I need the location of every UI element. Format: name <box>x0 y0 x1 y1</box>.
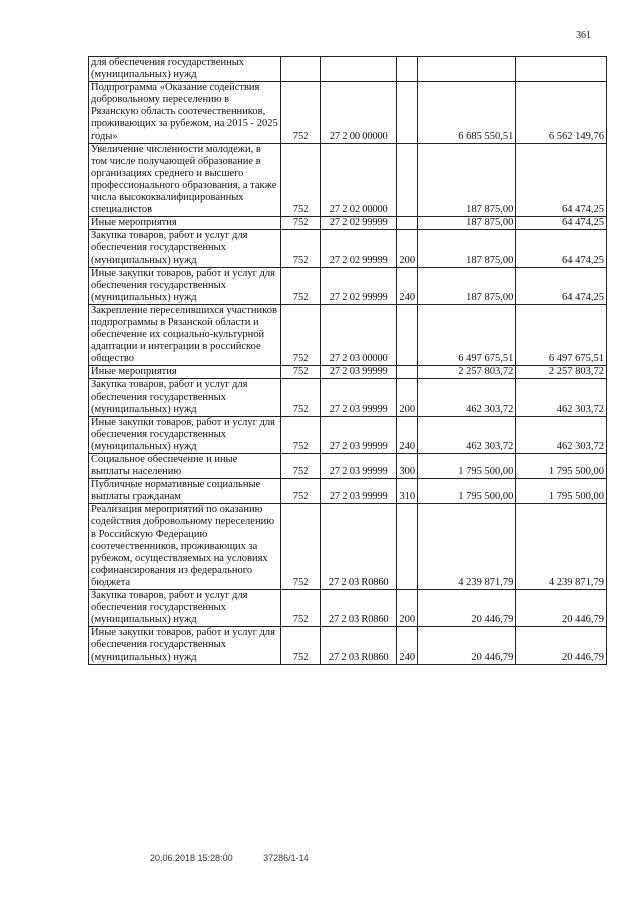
row-amount-year-1: 187 875,00 <box>417 143 516 217</box>
row-amount-year-1: 4 239 871,79 <box>417 504 516 590</box>
row-name: Иные мероприятия <box>89 366 281 379</box>
row-amount-year-1: 20 446,79 <box>417 590 516 627</box>
row-name: Иные закупки товаров, работ и услуг для обеспечения государственных (муниципальных) нужд <box>89 627 281 664</box>
row-admin-code: 752 <box>281 379 321 416</box>
row-target-article: 27 2 03 99999 <box>321 379 397 416</box>
row-amount-year-2: 6 497 675,51 <box>516 304 607 365</box>
row-expense-type <box>397 366 417 379</box>
row-amount-year-2: 64 474,25 <box>516 267 607 304</box>
table-row <box>89 217 607 230</box>
row-amount-year-1: 187 875,00 <box>417 267 516 304</box>
row-admin-code: 752 <box>281 416 321 453</box>
row-admin-code: 752 <box>281 454 321 479</box>
row-amount-year-2: 462 303,72 <box>516 416 607 453</box>
row-amount-year-2: 6 562 149,76 <box>516 82 607 143</box>
row-amount-year-1: 187 875,00 <box>417 217 516 230</box>
row-name: Закупка товаров, работ и услуг для обеспечения государственных (муниципальных) нужд <box>89 590 281 627</box>
row-name: Закупка товаров, работ и услуг для обеспечения государственных (муниципальных) нужд <box>89 379 281 416</box>
row-expense-type: 200 <box>397 230 417 267</box>
row-amount-year-2: 64 474,25 <box>516 230 607 267</box>
row-target-article: 27 2 03 R0860 <box>321 627 397 664</box>
row-admin-code: 752 <box>281 267 321 304</box>
row-name: Публичные нормативные социальные выплаты гражданам <box>89 479 281 504</box>
row-target-article: 27 2 02 99999 <box>321 230 397 267</box>
row-name: Иные мероприятия <box>89 217 281 230</box>
row-admin-code: 752 <box>281 627 321 664</box>
row-amount-year-2 <box>516 57 607 82</box>
row-expense-type: 310 <box>397 479 417 504</box>
row-expense-type: 300 <box>397 454 417 479</box>
row-amount-year-2: 20 446,79 <box>516 627 607 664</box>
row-admin-code <box>281 57 321 82</box>
row-amount-year-1: 187 875,00 <box>417 230 516 267</box>
row-amount-year-1: 2 257 803,72 <box>417 366 516 379</box>
budget-table <box>88 56 607 665</box>
row-amount-year-1: 462 303,72 <box>417 416 516 453</box>
table-row <box>89 82 607 143</box>
row-admin-code: 752 <box>281 479 321 504</box>
row-target-article: 27 2 02 99999 <box>321 267 397 304</box>
table-row <box>89 504 607 590</box>
table-row <box>89 267 607 304</box>
table-row <box>89 627 607 664</box>
table-row <box>89 57 607 82</box>
row-admin-code: 752 <box>281 504 321 590</box>
row-expense-type: 240 <box>397 416 417 453</box>
row-target-article: 27 2 00 00000 <box>321 82 397 143</box>
table-row <box>89 590 607 627</box>
row-name: Социальное обеспечение и иные выплаты населению <box>89 454 281 479</box>
row-admin-code: 752 <box>281 230 321 267</box>
row-expense-type: 200 <box>397 590 417 627</box>
row-amount-year-1: 6 685 550,51 <box>417 82 516 143</box>
row-amount-year-2: 20 446,79 <box>516 590 607 627</box>
row-admin-code: 752 <box>281 82 321 143</box>
row-amount-year-2: 1 795 500,00 <box>516 479 607 504</box>
row-name: Иные закупки товаров, работ и услуг для обеспечения государственных (муниципальных) нужд <box>89 267 281 304</box>
row-admin-code: 752 <box>281 590 321 627</box>
row-amount-year-1: 462 303,72 <box>417 379 516 416</box>
row-expense-type <box>397 57 417 82</box>
table-row <box>89 366 607 379</box>
table-row <box>89 143 607 217</box>
row-expense-type: 240 <box>397 267 417 304</box>
row-expense-type <box>397 504 417 590</box>
row-target-article: 27 2 03 99999 <box>321 366 397 379</box>
page-number: 361 <box>576 30 591 41</box>
table-row <box>89 479 607 504</box>
row-name: Увеличение численности молодежи, в том числе получающей образование в организациях среднего и высшего профессионального образования, а также числа высококвалифицированных специалистов <box>89 143 281 217</box>
footer <box>150 853 309 863</box>
table-row <box>89 416 607 453</box>
row-expense-type <box>397 82 417 143</box>
row-expense-type <box>397 143 417 217</box>
row-name: для обеспечения государственных (муниципальных) нужд <box>89 57 281 82</box>
row-amount-year-2: 462 303,72 <box>516 379 607 416</box>
row-target-article <box>321 57 397 82</box>
row-amount-year-2: 64 474,25 <box>516 217 607 230</box>
row-name: Закупка товаров, работ и услуг для обеспечения государственных (муниципальных) нужд <box>89 230 281 267</box>
row-name: Иные закупки товаров, работ и услуг для обеспечения государственных (муниципальных) нужд <box>89 416 281 453</box>
row-name: Закрепление переселившихся участников подпрограммы в Рязанской области и обеспечение их социально-культурной адаптации и интеграции в российское общество <box>89 304 281 365</box>
table-row <box>89 304 607 365</box>
budget-table-body <box>89 57 607 665</box>
table-row <box>89 230 607 267</box>
row-name: Подпрограмма «Оказание содействия добровольному переселению в Рязанскую область соотечественников, проживающих за рубежом, на 2015 - 2025 годы» <box>89 82 281 143</box>
row-amount-year-2: 4 239 871,79 <box>516 504 607 590</box>
table-row <box>89 454 607 479</box>
row-admin-code: 752 <box>281 304 321 365</box>
row-admin-code: 752 <box>281 217 321 230</box>
row-target-article: 27 2 03 99999 <box>321 479 397 504</box>
row-amount-year-1 <box>417 57 516 82</box>
row-amount-year-2: 1 795 500,00 <box>516 454 607 479</box>
row-amount-year-1: 6 497 675,51 <box>417 304 516 365</box>
row-amount-year-1: 1 795 500,00 <box>417 479 516 504</box>
row-target-article: 27 2 02 99999 <box>321 217 397 230</box>
row-amount-year-1: 1 795 500,00 <box>417 454 516 479</box>
row-expense-type: 240 <box>397 627 417 664</box>
row-target-article: 27 2 03 R0860 <box>321 590 397 627</box>
row-expense-type <box>397 304 417 365</box>
row-amount-year-2: 2 257 803,72 <box>516 366 607 379</box>
footer-doc-code: 37286/1-14 <box>263 853 309 863</box>
row-target-article: 27 2 03 00000 <box>321 304 397 365</box>
row-expense-type: 200 <box>397 379 417 416</box>
row-amount-year-2: 64 474,25 <box>516 143 607 217</box>
row-target-article: 27 2 02 00000 <box>321 143 397 217</box>
row-target-article: 27 2 03 99999 <box>321 454 397 479</box>
row-target-article: 27 2 03 R0860 <box>321 504 397 590</box>
table-row <box>89 379 607 416</box>
row-name: Реализация мероприятий по оказанию содействия добровольному переселению в Российскую Федерацию соотечественников, проживающих за рубежом, осуществляемых на условиях софинансирования из федерального бюджета <box>89 504 281 590</box>
row-amount-year-1: 20 446,79 <box>417 627 516 664</box>
footer-datetime: 20.06.2018 15:28:00 <box>150 853 233 863</box>
row-expense-type <box>397 217 417 230</box>
row-target-article: 27 2 03 99999 <box>321 416 397 453</box>
row-admin-code: 752 <box>281 143 321 217</box>
row-admin-code: 752 <box>281 366 321 379</box>
